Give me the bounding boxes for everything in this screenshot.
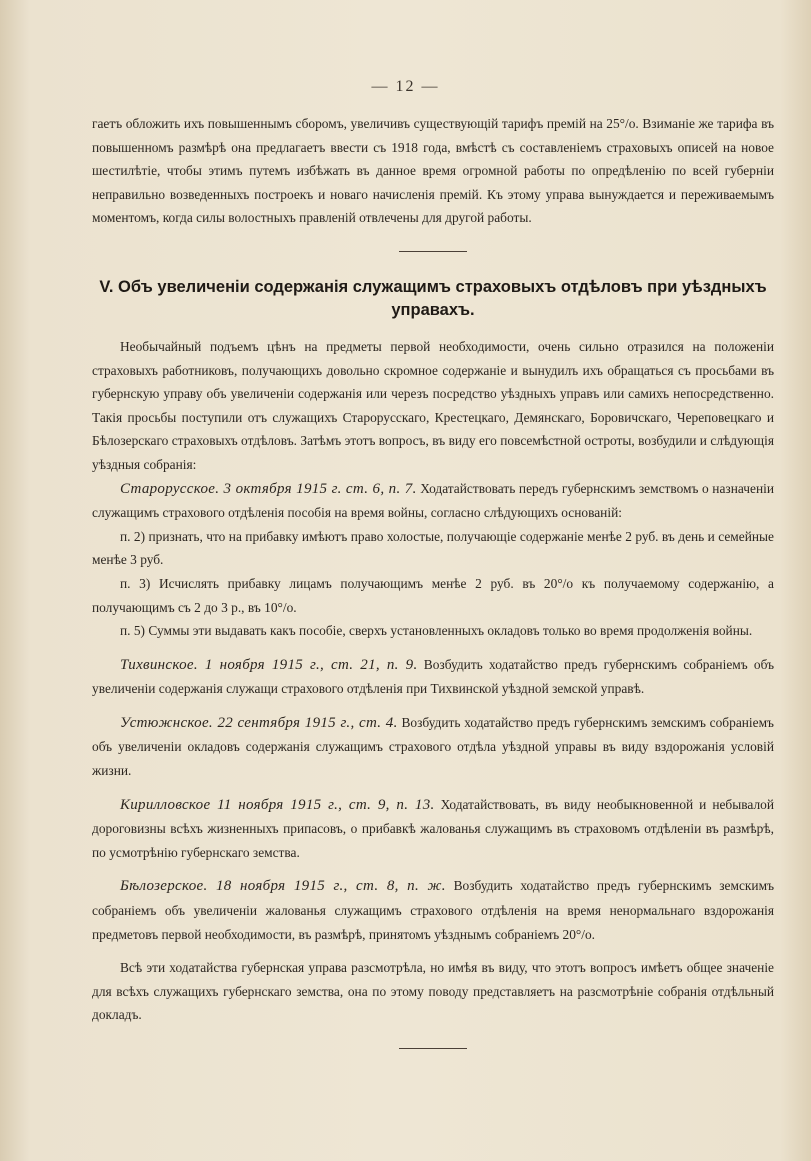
resolution-place: Кирилловское 11 ноября 1915 г., ст. 9, п. 13. — [120, 796, 435, 813]
subpoint-5: п. 5) Суммы эти выдавать какъ пособіе, сверхъ установленныхъ окладовъ только во время продолженія войны. — [120, 623, 753, 639]
resolution-place: Тихвинское. 1 ноября 1915 г., ст. 21, п. 9. — [120, 656, 418, 673]
divider-rule — [399, 251, 467, 252]
resolution-belozerskoe — [92, 874, 774, 946]
subpoint-2: п. 2) признать, что на прибавку имѣютъ право холостые, получающіе содержаніе менѣе 2 руб. въ день и семейные менѣе 3 руб. — [92, 528, 774, 568]
section-heading: V. Объ увеличеніи содержанія служащимъ страховыхъ отдѣловъ при уѣздныхъ управахъ. — [99, 277, 767, 319]
resolution-tikhvinskoe — [92, 653, 774, 701]
resolution-ustyuzhnskoe — [92, 711, 774, 783]
resolution-text: Ходатайствовать передъ губернскимъ земствомъ о назначеніи служащимъ страхового отдѣленія пособія на время войны, согласно слѣдующихъ основаній: — [92, 480, 775, 521]
resolution-text: Возбудить ходатайство предъ губернскимъ земскимъ собраніемъ объ увеличеніи окладовъ содержанія служащимъ страхового отдѣла уѣздной управы въ виду вздорожанія условій жизни. — [92, 714, 774, 779]
divider-rule-bottom — [399, 1048, 467, 1049]
paragraph-intro: Необычайный подъемъ цѣнъ на предметы первой необходимости, очень сильно отразился на положеніи страховыхъ работниковъ, получающихъ довольно скромное содержаніе и вынудилъ ихъ обращаться съ просьбами въ губернскую управу объ увеличеніи содержанія или черезъ посредство уѣздныхъ управъ или самихъ непосредственно. Такія просьбы поступили отъ служащихъ Старорусскаго, Крестецкаго, Демянскаго, Боровичскаго, Череповецкаго и Бѣлозерскаго страховыхъ отдѣловъ. Затѣмъ этотъ вопросъ, въ виду его повсемѣстной остроты, возбудили и слѣдующія уѣздныя собранія: — [92, 338, 774, 472]
resolution-kirillovskoe — [92, 793, 774, 865]
subpoint-3: п. 3) Исчислять прибавку лицамъ получающимъ менѣе 2 руб. въ 20°/о къ получаемому содержанію, а получающимъ съ 2 до 3 р., въ 10°/о. — [92, 575, 774, 615]
document-body — [92, 112, 774, 1049]
resolution-starorusskoe — [92, 477, 774, 525]
resolution-text: Возбудить ходатайство предъ губернскимъ земскимъ собраніемъ объ увеличеніи жалованья служащимъ страхового отдѣленія на время ненормальнаго вздорожанія предметовъ первой необходимости, въ размѣрѣ, принятомъ уѣзднымъ собраніемъ 20°/о. — [92, 878, 774, 942]
resolution-place: Старорусское. 3 октября 1915 г. ст. 6, п. 7. — [120, 480, 417, 497]
resolution-place: Устюжнское. 22 сентября 1915 г., ст. 4. — [120, 714, 398, 731]
paragraph-continuation: гаетъ обложить ихъ повышеннымъ сборомъ, увеличивъ существующій тарифъ премій на 25°/о. Взиманіе же тарифа въ повышенномъ размѣрѣ она предлагаетъ ввести съ 1918 года, вмѣстѣ съ составленіемъ страховыхъ описей на новое шестилѣтіе, чтобы этимъ путемъ избѣжать въ данное время огромной работы по опредѣленію по всей губерніи неправильно возведенныхъ построекъ и новаго начисленія премій. Къ этому управа вынуждается и переживаемымъ моментомъ, когда силы волостныхъ правленій отвлечены для другой работы. — [92, 116, 774, 226]
resolution-text: Возбудить ходатайство предъ губернскимъ собраніемъ объ увеличеніи содержанія служащи страхового отдѣленія при Тихвинской уѣздной земской управѣ. — [92, 656, 774, 697]
paragraph-conclusion: Всѣ эти ходатайства губернская управа разсмотрѣла, но имѣя въ виду, что этотъ вопросъ имѣетъ общее значеніе для всѣхъ служащихъ губернскаго земства, она по этому поводу представляетъ на разсмотрѣніе собранія отдѣльный докладъ. — [92, 960, 774, 1023]
resolution-text: Ходатайствовать, въ виду необыкновенной и небывалой дороговизны всѣхъ жизненныхъ припасовъ, о прибавкѣ жалованья служащимъ въ страховомъ отдѣленіи въ размѣрѣ, по усмотрѣнію губернскаго земства. — [92, 796, 774, 860]
resolution-place: Бѣлозерское. 18 ноября 1915 г., ст. 8, п. ж. — [120, 878, 446, 895]
page-number: — 12 — — [371, 78, 440, 95]
